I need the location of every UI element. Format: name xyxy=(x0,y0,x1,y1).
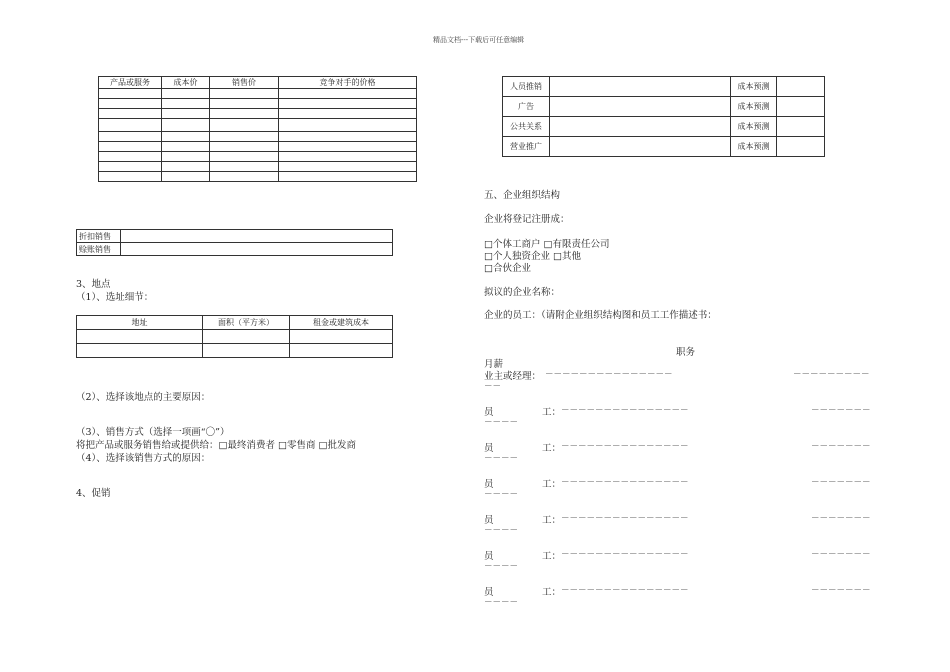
staff-label-b: 工： xyxy=(542,587,562,598)
table-row xyxy=(99,162,417,172)
staff-label-b: 工： xyxy=(542,515,562,526)
product-cell[interactable] xyxy=(210,132,279,142)
product-cell[interactable] xyxy=(99,142,162,152)
staff-label-a: 员 xyxy=(484,443,494,454)
staff-duty-line[interactable]: －－－－－－－－－－－－－－－ xyxy=(561,442,689,452)
promo-label: 营业推广 xyxy=(503,137,550,157)
discount-value-cell[interactable] xyxy=(121,230,393,243)
product-cell[interactable] xyxy=(99,109,162,119)
table-row xyxy=(503,77,825,97)
product-cell[interactable] xyxy=(162,119,210,132)
staff-label-b: 工： xyxy=(542,407,562,418)
table-row xyxy=(99,89,417,99)
location-table xyxy=(76,315,393,358)
rent-cell[interactable] xyxy=(290,344,393,358)
table-row xyxy=(99,119,417,132)
discount-label: 折扣销售 xyxy=(77,230,121,243)
staff-label-a: 员 xyxy=(484,515,494,526)
promo-label: 广告 xyxy=(503,97,550,117)
product-cell[interactable] xyxy=(99,172,162,182)
promo-detail-cell[interactable] xyxy=(550,137,731,157)
staff-salary-line-cont: －－－－ xyxy=(484,598,519,608)
product-cell[interactable] xyxy=(279,99,417,109)
staff-duty-line[interactable]: －－－－－－－－－－－－－－－ xyxy=(561,514,689,524)
product-cell[interactable] xyxy=(279,89,417,99)
product-cell[interactable] xyxy=(162,99,210,109)
address-cell[interactable] xyxy=(77,344,203,358)
staff-salary-line-cont: －－－－ xyxy=(484,526,519,536)
product-cell[interactable] xyxy=(162,89,210,99)
product-price-table xyxy=(98,76,417,182)
table-row xyxy=(99,109,417,119)
owner-duty-line[interactable]: －－－－－－－－－－－－－－－ xyxy=(545,370,673,380)
product-cell[interactable] xyxy=(99,152,162,162)
product-cell[interactable] xyxy=(210,152,279,162)
staff-label-a: 员 xyxy=(484,587,494,598)
header-area: 面积（平方米） xyxy=(203,316,290,330)
product-cell[interactable] xyxy=(99,132,162,142)
location-sub1: （1）、选址细节： xyxy=(76,292,154,303)
header-rent: 租金或建筑成本 xyxy=(290,316,393,330)
product-cell[interactable] xyxy=(210,109,279,119)
staff-duty-line[interactable]: －－－－－－－－－－－－－－－ xyxy=(561,550,689,560)
product-cell[interactable] xyxy=(99,162,162,172)
product-cell[interactable] xyxy=(279,152,417,162)
product-cell[interactable] xyxy=(210,142,279,152)
product-cell[interactable] xyxy=(99,119,162,132)
product-cell[interactable] xyxy=(279,172,417,182)
staff-salary-line[interactable]: －－－－－－－ xyxy=(811,442,871,452)
location-heading: 3、地点 xyxy=(76,279,111,290)
org-option-line3[interactable]: □合伙企业 xyxy=(484,263,531,274)
table-row xyxy=(99,142,417,152)
cost-label: 成本预测 xyxy=(731,97,777,117)
table-row xyxy=(99,152,417,162)
location-sub3: （3）、销售方式（选择一项画“〇”） xyxy=(76,427,230,438)
table-row xyxy=(99,132,417,142)
product-cell[interactable] xyxy=(279,109,417,119)
staff-duty-line[interactable]: －－－－－－－－－－－－－－－ xyxy=(561,478,689,488)
product-cell[interactable] xyxy=(162,132,210,142)
staff-salary-line-cont: －－－－ xyxy=(484,418,519,428)
cost-value-cell[interactable] xyxy=(777,117,825,137)
cost-label: 成本预测 xyxy=(731,117,777,137)
org-heading: 五、企业组织结构 xyxy=(484,190,561,201)
product-cell[interactable] xyxy=(279,132,417,142)
area-cell[interactable] xyxy=(203,344,290,358)
staff-salary-line[interactable]: －－－－－－－ xyxy=(811,514,871,524)
salary-label: 月薪 xyxy=(484,359,504,370)
product-cell[interactable] xyxy=(210,89,279,99)
staff-duty-line[interactable]: －－－－－－－－－－－－－－－ xyxy=(561,586,689,596)
staff-duty-line[interactable]: －－－－－－－－－－－－－－－ xyxy=(561,406,689,416)
cost-value-cell[interactable] xyxy=(777,97,825,117)
product-cell[interactable] xyxy=(279,119,417,132)
staff-label-b: 工： xyxy=(542,551,562,562)
area-cell[interactable] xyxy=(203,330,290,344)
product-cell[interactable] xyxy=(162,142,210,152)
product-cell[interactable] xyxy=(162,162,210,172)
table-row xyxy=(503,137,825,157)
staff-salary-line[interactable]: －－－－－－－ xyxy=(811,406,871,416)
table-row xyxy=(99,99,417,109)
staff-salary-line[interactable]: －－－－－－－ xyxy=(811,478,871,488)
product-cell[interactable] xyxy=(162,172,210,182)
staff-salary-line-cont: －－－－ xyxy=(484,562,519,572)
staff-salary-line-cont: －－－－ xyxy=(484,490,519,500)
promo-detail-cell[interactable] xyxy=(550,117,731,137)
staff-salary-line-cont: －－－－ xyxy=(484,454,519,464)
table-row xyxy=(99,172,417,182)
staff-label-a: 员 xyxy=(484,551,494,562)
duty-label: 职务 xyxy=(676,347,696,358)
staff-salary-line[interactable]: －－－－－－－ xyxy=(811,550,871,560)
product-cell[interactable] xyxy=(162,152,210,162)
header-address: 地址 xyxy=(77,316,203,330)
location-sub2: （2）、选择该地点的主要原因： xyxy=(76,392,211,403)
org-register: 企业将登记注册成： xyxy=(484,214,570,225)
staff-label-a: 员 xyxy=(484,407,494,418)
cost-label: 成本预测 xyxy=(731,77,777,97)
header-competitor-price: 竞争对手的价格 xyxy=(279,77,417,89)
promotion-cost-table xyxy=(502,76,825,157)
promo-label: 人员推销 xyxy=(503,77,550,97)
rent-cell[interactable] xyxy=(290,330,393,344)
product-cell[interactable] xyxy=(210,162,279,172)
owner-label: 业主或经理： xyxy=(484,371,542,382)
promo-label: 公共关系 xyxy=(503,117,550,137)
product-cell[interactable] xyxy=(279,162,417,172)
product-cell[interactable] xyxy=(99,99,162,109)
discount-sales-table xyxy=(76,229,393,256)
credit-value-cell[interactable] xyxy=(121,243,393,256)
product-cell[interactable] xyxy=(210,99,279,109)
staff-salary-line[interactable]: －－－－－－－ xyxy=(811,586,871,596)
staff-label-b: 工： xyxy=(542,443,562,454)
header-cost: 成本价 xyxy=(162,77,210,89)
owner-salary-line[interactable]: －－－－－－－－－ xyxy=(793,370,870,380)
promo-detail-cell[interactable] xyxy=(550,77,731,97)
cost-label: 成本预测 xyxy=(731,137,777,157)
header-product: 产品或服务 xyxy=(99,77,162,89)
staff-label-a: 员 xyxy=(484,479,494,490)
promotion-heading: 4、促销 xyxy=(76,488,111,499)
address-cell[interactable] xyxy=(77,330,203,344)
cost-value-cell[interactable] xyxy=(777,77,825,97)
cost-value-cell[interactable] xyxy=(777,137,825,157)
org-option-line2[interactable]: □个人独资企业 □其他 xyxy=(484,251,581,262)
table-row xyxy=(503,97,825,117)
staff-label-b: 工： xyxy=(542,479,562,490)
promo-detail-cell[interactable] xyxy=(550,97,731,117)
owner-salary-line-cont: －－ xyxy=(484,382,502,392)
page-header: 精品文档---下载后可任意编辑 xyxy=(433,36,525,44)
product-cell[interactable] xyxy=(99,89,162,99)
org-name-label: 拟议的企业名称： xyxy=(484,287,561,298)
header-price: 销售价 xyxy=(210,77,279,89)
org-option-line1[interactable]: □个体工商户 □有限责任公司 xyxy=(484,239,610,250)
product-cell[interactable] xyxy=(210,119,279,132)
product-cell[interactable] xyxy=(279,142,417,152)
location-sub4: （4）、选择该销售方式的原因： xyxy=(76,453,211,464)
credit-label: 赊账销售 xyxy=(77,243,121,256)
org-staff-label: 企业的员工：（请附企业组织结构图和员工工作描述书： xyxy=(484,310,717,321)
product-cell[interactable] xyxy=(162,109,210,119)
table-row xyxy=(503,117,825,137)
sales-channel-options[interactable]: 将把产品或服务销售给或提供给：□最终消费者 □零售商 □批发商 xyxy=(76,440,356,451)
product-cell[interactable] xyxy=(210,172,279,182)
